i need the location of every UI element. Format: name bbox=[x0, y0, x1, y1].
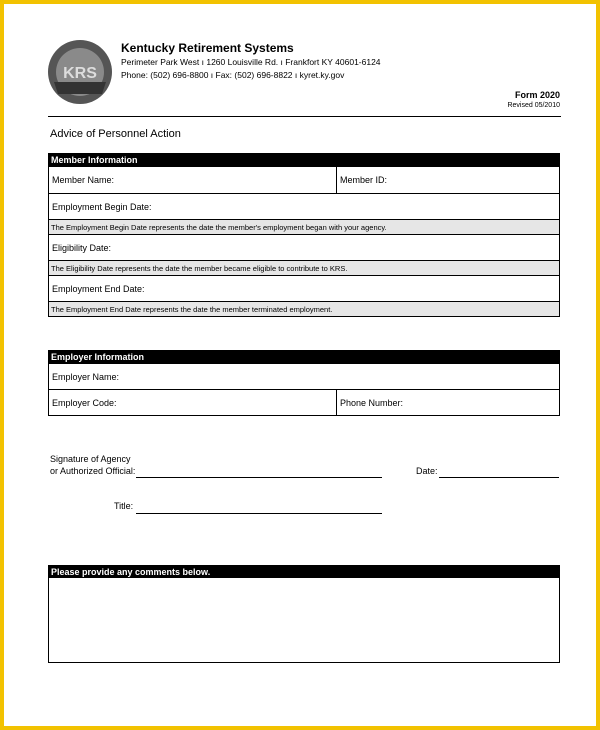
revised-date: Revised 05/2010 bbox=[507, 102, 560, 109]
date-label: Date: bbox=[416, 466, 438, 476]
member-information-heading: Member Information bbox=[49, 154, 559, 166]
employer-code-label: Employer Code: bbox=[52, 397, 117, 408]
eligibility-note: The Eligibility Date represents the date the member became eligible to contribute to KRS. bbox=[49, 260, 559, 275]
member-id-label: Member ID: bbox=[340, 175, 388, 185]
eligibility-date-field[interactable] bbox=[49, 235, 559, 260]
comments-heading: Please provide any comments below. bbox=[49, 566, 559, 578]
comments-table bbox=[48, 565, 560, 663]
employer-information-table bbox=[48, 350, 560, 416]
phone-number-label: Phone Number: bbox=[340, 397, 404, 408]
member-information-table bbox=[48, 153, 560, 317]
employment-end-date-field[interactable] bbox=[49, 276, 559, 301]
svg-text:KRS: KRS bbox=[63, 65, 97, 82]
form-number: Form 2020 bbox=[514, 90, 560, 100]
document-title: Advice of Personnel Action bbox=[50, 128, 181, 140]
form-page bbox=[4, 4, 596, 726]
employment-end-row bbox=[49, 275, 559, 301]
eligibility-label: Eligibility Date: bbox=[52, 242, 112, 253]
title-line[interactable] bbox=[136, 513, 382, 514]
employer-information-heading: Employer Information bbox=[49, 351, 559, 363]
employment-begin-note: The Employment Begin Date represents the date the member's employment began with your agency. bbox=[49, 219, 559, 234]
date-line[interactable] bbox=[439, 477, 559, 478]
employment-begin-date-field[interactable] bbox=[49, 194, 559, 219]
phone-number-field[interactable] bbox=[336, 390, 559, 415]
employer-code-row bbox=[49, 389, 559, 415]
org-contact: Phone: (502) 696-8800 ı Fax: (502) 696-8822 ı kyret.ky.gov bbox=[121, 70, 345, 80]
member-name-row bbox=[49, 166, 559, 193]
krs-logo-seal bbox=[46, 38, 114, 106]
comments-box[interactable] bbox=[49, 578, 559, 662]
employer-name-field[interactable] bbox=[49, 364, 559, 389]
member-id-field[interactable] bbox=[336, 167, 559, 193]
employer-name-label: Employer Name: bbox=[52, 371, 120, 382]
org-name: Kentucky Retirement Systems bbox=[121, 41, 294, 55]
org-address: Perimeter Park West ı 1260 Louisville Rd. ı Frankfort KY 40601-6124 bbox=[121, 57, 381, 67]
eligibility-row bbox=[49, 234, 559, 260]
title-label: Title: bbox=[114, 501, 134, 511]
employment-end-note: The Employment End Date represents the date the member terminated employment. bbox=[49, 301, 559, 316]
signature-label-line2: or Authorized Official: bbox=[50, 466, 136, 476]
employer-code-field[interactable] bbox=[49, 390, 336, 415]
employment-begin-row bbox=[49, 193, 559, 219]
header-divider bbox=[48, 116, 561, 117]
employer-name-row bbox=[49, 363, 559, 389]
employment-end-label: Employment End Date: bbox=[52, 283, 145, 294]
member-name-label: Member Name: bbox=[52, 175, 115, 185]
employment-begin-label: Employment Begin Date: bbox=[52, 201, 152, 212]
signature-label-line1: Signature of Agency bbox=[50, 454, 131, 464]
member-name-field[interactable] bbox=[49, 167, 336, 193]
signature-line[interactable] bbox=[136, 477, 382, 478]
